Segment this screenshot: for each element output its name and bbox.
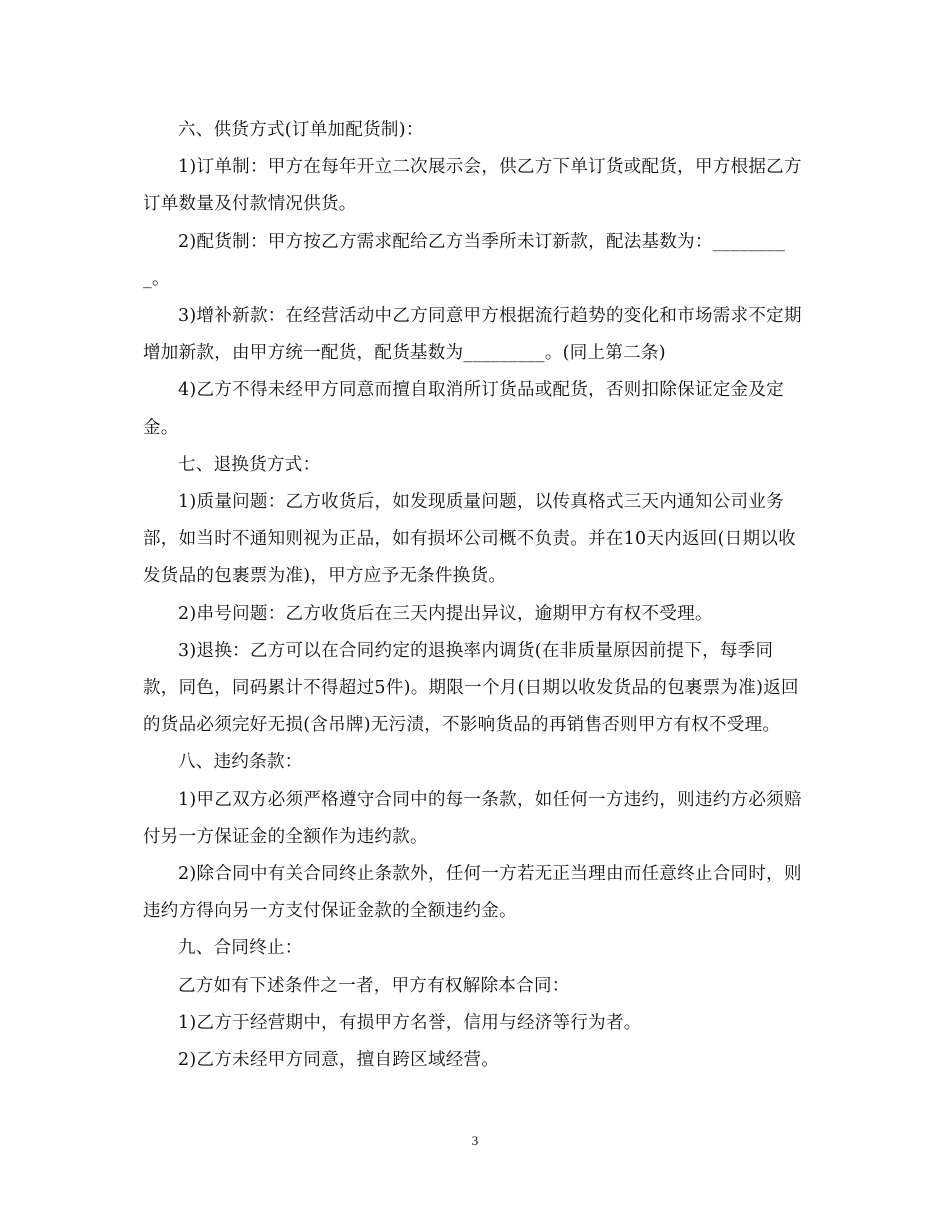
paragraph-termination-reputation: 1)乙方于经营期中，有损甲方名誉，信用与经济等行为者。 xyxy=(178,1012,642,1033)
paragraph-no-cancellation: 4)乙方不得未经甲方同意而擅自取消所订货品或配货，否则扣除保证定金及定金。 xyxy=(143,380,784,438)
paragraph-quality-issue: 1)质量问题：乙方收货后，如发现质量问题，以传真格式三天内通知公司业务部，如当时不通知则视为正品，如有损坏公司概不负责。并在10天内返回(日期以收发货品的包裹票为准)，甲方应予无条件换货。 xyxy=(143,492,796,587)
paragraph-termination-cross-region: 2)乙方未经甲方同意，擅自跨区域经营。 xyxy=(178,1050,500,1071)
section-heading-breach: 八、违约条款： xyxy=(178,752,303,773)
paragraph-exchange: 3)退换：乙方可以在合同约定的退换率内调货(在非质量原因前提下，每季同款，同色，同码累计不得超过5件)。期限一个月(日期以收发货品的包裹票为准)返回的货品必须完好无损(含吊牌)无污渍，不影响货品的再销售否则甲方有权不受理。 xyxy=(143,640,799,736)
paragraph-breach-termination: 2)除合同中有关合同终止条款外，任何一方若无正当理由而任意终止合同时，则违约方得向另一方支付保证金款的全额违约金。 xyxy=(143,864,802,922)
paragraph-order-system: 1)订单制：甲方在每年开立二次展示会，供乙方下单订货或配货，甲方根据乙方订单数量及付款情况供货。 xyxy=(143,157,802,215)
paragraph-allocation-system: 2)配货制：甲方按乙方需求配给乙方当季所未订新款，配法基数为：_________。 xyxy=(143,231,786,289)
section-heading-termination: 九、合同终止： xyxy=(178,938,303,959)
paragraph-new-styles: 3)增补新款：在经营活动中乙方同意甲方根据流行趋势的变化和市场需求不定期增加新款，由甲方统一配货，配货基数为_________。(同上第二条) xyxy=(143,306,802,364)
document-body xyxy=(143,112,808,1079)
section-heading-supply: 六、供货方式(订单加配货制)： xyxy=(178,120,424,140)
section-heading-returns: 七、退换货方式： xyxy=(178,454,321,475)
page-number: 3 xyxy=(471,1133,479,1148)
paragraph-termination-conditions: 乙方如有下述条件之一者，甲方有权解除本合同： xyxy=(178,975,570,996)
paragraph-breach-compliance: 1)甲乙双方必须严格遵守合同中的每一条款，如任何一方违约，则违约方必须赔付另一方保证金的全额作为违约款。 xyxy=(143,789,802,847)
paragraph-serial-issue: 2)串号问题：乙方收货后在三天内提出异议，逾期甲方有权不受理。 xyxy=(178,603,713,624)
